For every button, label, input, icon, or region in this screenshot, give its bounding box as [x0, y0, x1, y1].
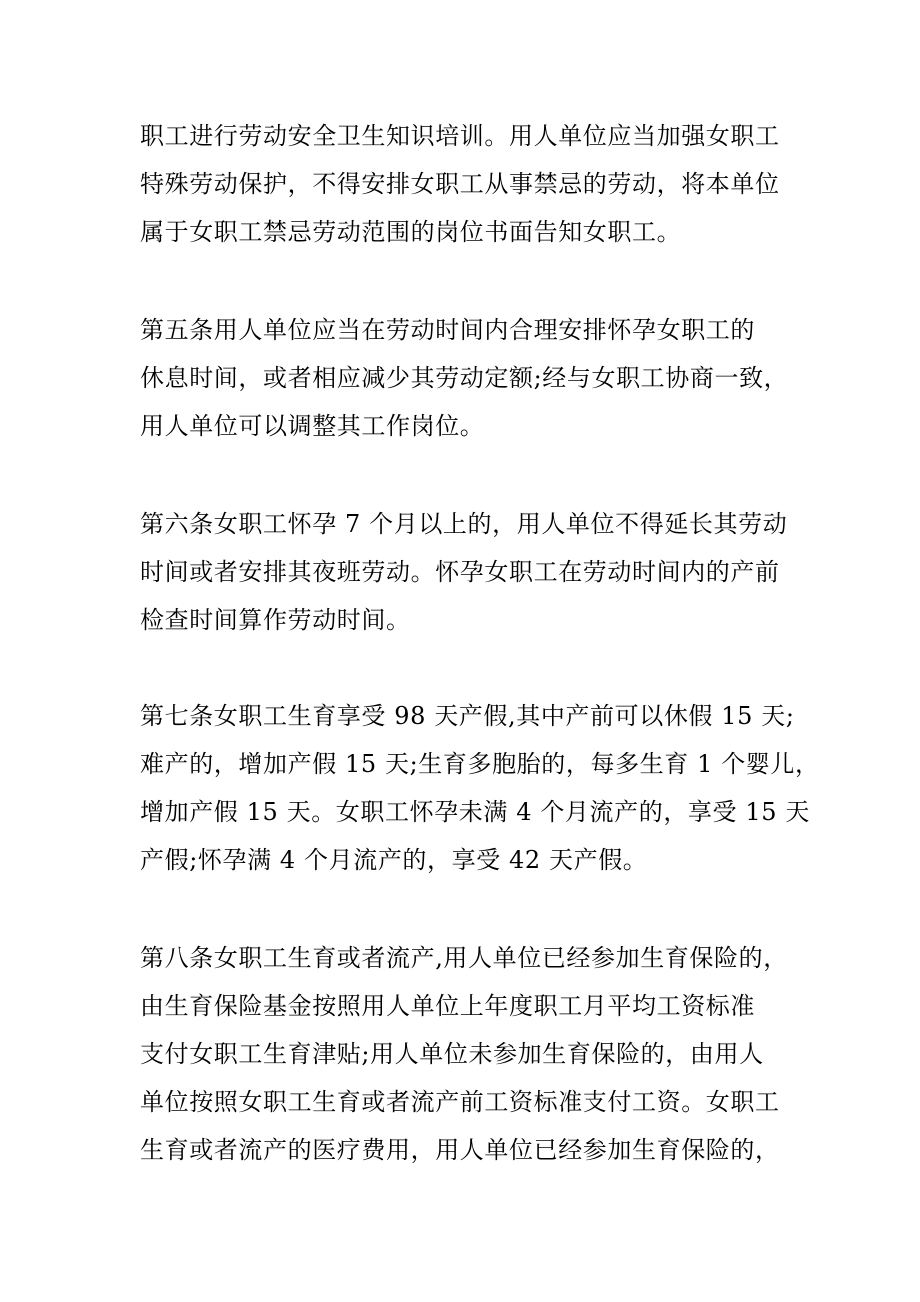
text-line: 第七条女职工生育享受 98 天产假,其中产前可以休假 15 天;: [140, 702, 795, 730]
text-line: 单位按照女职工生育或者流产前工资标准支付工资。女职工: [140, 1088, 780, 1116]
text-line: 增加产假 15 天。女职工怀孕未满 4 个月流产的，享受 15 天: [140, 798, 810, 826]
paragraph-article-6: [140, 500, 800, 644]
text-line: 难产的，增加产假 15 天;生育多胞胎的，每多生育 1 个婴儿，: [140, 750, 820, 778]
text-line: 第八条女职工生育或者流产,用人单位已经参加生育保险的，: [140, 944, 788, 972]
text-line: 用人单位可以调整其工作岗位。: [140, 412, 485, 440]
text-line: 由生育保险基金按照用人单位上年度职工月平均工资标准: [140, 992, 755, 1020]
text-line: 时间或者安排其夜班劳动。怀孕女职工在劳动时间内的产前: [140, 558, 780, 586]
text-line: 检查时间算作劳动时间。: [140, 606, 411, 634]
paragraph-training-and-protection: [140, 112, 800, 256]
paragraph-article-7: [140, 692, 820, 884]
text-line: 产假;怀孕满 4 个月流产的，享受 42 天产假。: [140, 846, 648, 874]
paragraph-article-8: [140, 934, 800, 1174]
paragraph-article-5: [140, 306, 800, 450]
text-line: 休息时间，或者相应减少其劳动定额;经与女职工协商一致，: [140, 364, 789, 392]
text-line: 支付女职工生育津贴;用人单位未参加生育保险的，由用人: [140, 1040, 764, 1068]
text-line: 属于女职工禁忌劳动范围的岗位书面告知女职工。: [140, 218, 682, 246]
text-line: 职工进行劳动安全卫生知识培训。用人单位应当加强女职工: [140, 122, 780, 150]
text-line: 第六条女职工怀孕 7 个月以上的，用人单位不得延长其劳动: [140, 510, 788, 538]
text-line: 生育或者流产的医疗费用，用人单位已经参加生育保险的，: [140, 1136, 780, 1164]
text-line: 特殊劳动保护，不得安排女职工从事禁忌的劳动，将本单位: [140, 170, 780, 198]
text-line: 第五条用人单位应当在劳动时间内合理安排怀孕女职工的: [140, 316, 755, 344]
